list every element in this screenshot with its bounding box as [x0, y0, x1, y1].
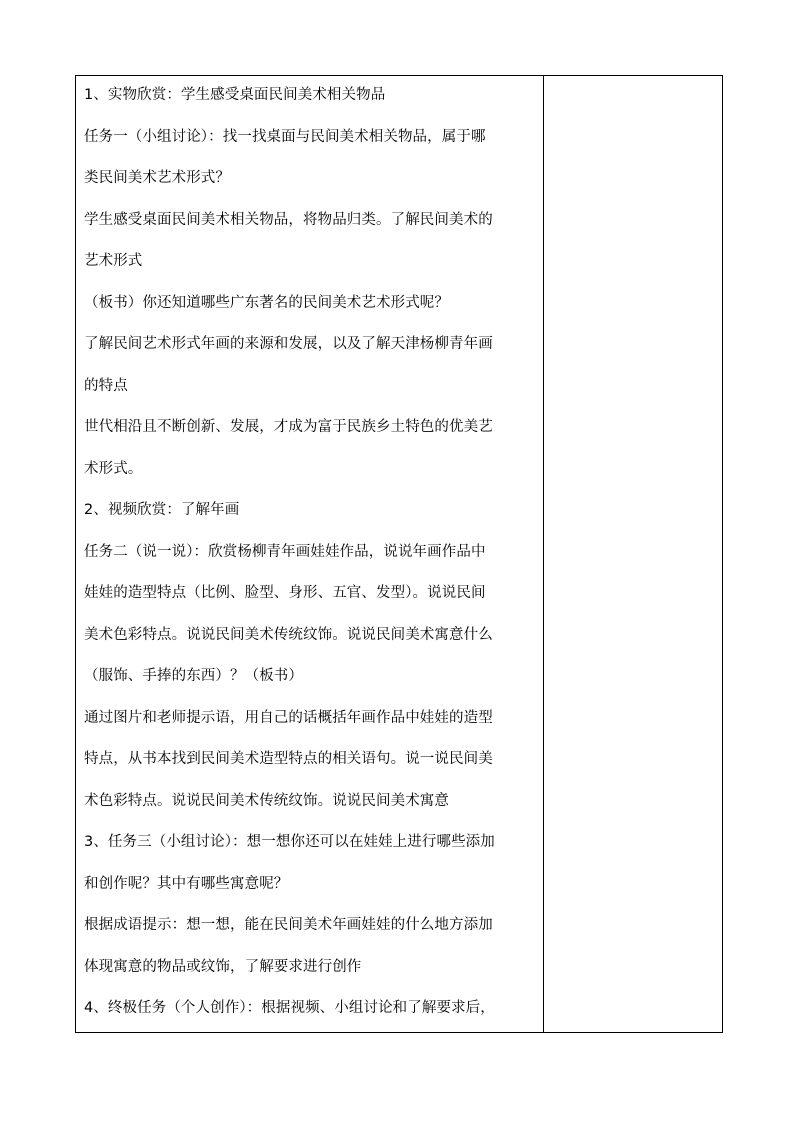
text-line: 艺术形式	[84, 253, 143, 269]
text-line: 学生感受桌面民间美术相关物品，将物品归类。了解民间美术的	[84, 211, 493, 228]
text-line: 1、实物欣赏：学生感受桌面民间美术相关物品	[84, 87, 386, 103]
text-line: （板书）你还知道哪些广东著名的民间美术艺术形式呢？	[84, 294, 449, 311]
text-line: 娃娃的造型特点（比例、脸型、身形、五官、发型）。说说民间	[84, 585, 486, 601]
text-line: 术形式。	[84, 460, 143, 477]
text-line: 美术色彩特点。说说民间美术传统纹饰。说说民间美术寓意什么	[84, 626, 493, 643]
text-line: 了解民间艺术形式年画的来源和发展，以及了解天津杨柳青年画	[84, 336, 493, 352]
text-line: 类民间美术艺术形式？	[84, 170, 230, 186]
text-line: 术色彩特点。说说民间美术传统纹饰。说说民间美术寓意	[84, 792, 449, 809]
text-line: 3、任务三（小组讨论）：想一想你还可以在娃娃上进行哪些添加	[84, 834, 495, 850]
text-line: （服饰、手捧的东西）？（板书）	[84, 668, 303, 684]
text-line: 任务二（说一说）：欣赏杨柳青年画娃娃作品，说说年画作品中	[84, 543, 486, 560]
text-line: 4、终极任务（个人创作）：根据视频、小组讨论和了解要求后，	[84, 1000, 495, 1016]
text-line: 2、视频欣赏：了解年画	[84, 502, 240, 518]
text-line: 根据成语提示：想一想，能在民间美术年画娃娃的什么地方添加	[84, 917, 493, 933]
text-line: 和创作呢？其中有哪些寓意呢？	[84, 875, 289, 892]
teaching-content-cell	[76, 76, 544, 1032]
text-line: 世代相沿且不断创新、发展，才成为富于民族乡土特色的优美艺	[84, 419, 493, 435]
text-line: 体现寓意的物品或纹饰，了解要求进行创作	[84, 958, 362, 975]
notes-cell	[544, 76, 722, 1032]
text-line: 任务一（小组讨论）：找一找桌面与民间美术相关物品，属于哪	[84, 128, 486, 145]
text-line: 通过图片和老师提示语，用自己的话概括年画作品中娃娃的造型	[84, 709, 493, 726]
text-line: 特点，从书本找到民间美术造型特点的相关语句。说一说民间美	[84, 751, 493, 767]
lesson-plan-table	[75, 75, 723, 1033]
text-line: 的特点	[84, 377, 128, 394]
